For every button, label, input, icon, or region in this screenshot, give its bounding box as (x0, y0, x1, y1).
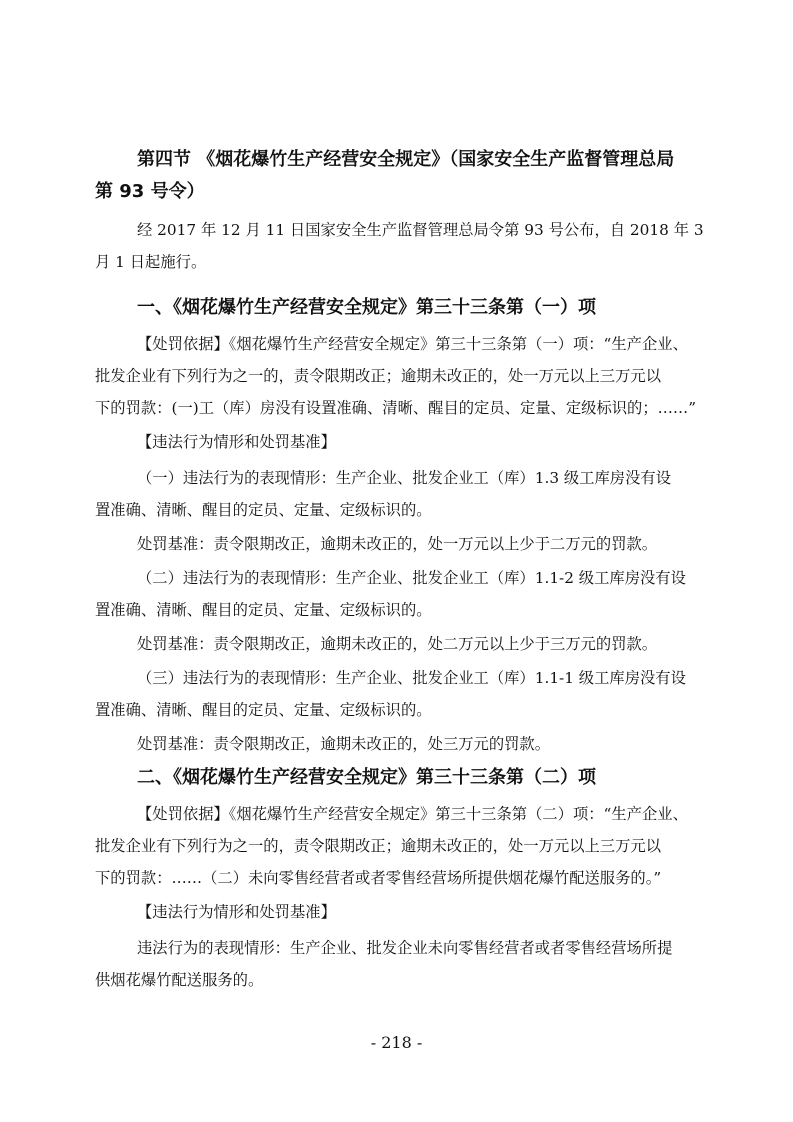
item2-basis-line-3: 下的罚款：……（二）未向零售经营者或者零售经营场所提供烟花爆竹配送服务的。” (95, 869, 662, 887)
item1-case1-line-2: 置准确、清晰、醒目的定员、定量、定级标识的。 (95, 501, 432, 519)
item2-case-line-1: 违法行为的表现情形：生产企业、批发企业未向零售经营者或者零售经营场所提 (137, 939, 673, 957)
page-number: - 218 - (370, 1033, 423, 1052)
item1-case1-penalty: 处罚基准：责令限期改正，逾期未改正的，处一万元以上少于二万元的罚款。 (137, 535, 658, 553)
item1-case1-line-1: （一）违法行为的表现情形：生产企业、批发企业工（库）1.3 级工库房没有设 (137, 469, 671, 487)
item1-case2-penalty: 处罚基准：责令限期改正，逾期未改正的，处二万元以上少于三万元的罚款。 (137, 635, 658, 653)
item1-basis-line-1: 【处罚依据】《烟花爆竹生产经营安全规定》第三十三条第（一）项：“生产企业、 (137, 335, 688, 353)
item1-basis-line-2: 批发企业有下列行为之一的，责令限期改正；逾期未改正的，处一万元以上三万元以 (95, 367, 661, 385)
item1-basis-line-3: 下的罚款：(一)工（库）房没有设置准确、清晰、醒目的定员、定量、定级标识的；……” (95, 399, 697, 417)
item1-heading: 一、《烟花爆竹生产经营安全规定》第三十三条第（一）项 (137, 297, 596, 318)
item2-basis-line-1: 【处罚依据】《烟花爆竹生产经营安全规定》第三十三条第（二）项：“生产企业、 (137, 805, 688, 823)
item1-case3-penalty: 处罚基准：责令限期改正，逾期未改正的，处三万元的罚款。 (137, 735, 551, 753)
item1-case3-line-1: （三）违法行为的表现情形：生产企业、批发企业工（库）1.1-1 级工库房没有设 (137, 669, 686, 687)
item1-criteria-heading: 【违法行为情形和处罚基准】 (137, 433, 336, 451)
intro-line-2: 月 1 日起施行。 (95, 253, 207, 271)
item2-criteria-heading: 【违法行为情形和处罚基准】 (137, 903, 336, 921)
item1-case2-line-1: （二）违法行为的表现情形：生产企业、批发企业工（库）1.1-2 级工库房没有设 (137, 569, 686, 587)
item2-heading: 二、《烟花爆竹生产经营安全规定》第三十三条第（二）项 (137, 767, 596, 788)
item1-case3-line-2: 置准确、清晰、醒目的定员、定量、定级标识的。 (95, 701, 432, 719)
item2-case-line-2: 供烟花爆竹配送服务的。 (95, 971, 264, 989)
section-title-line-1: 第四节 《烟花爆竹生产经营安全规定》（国家安全生产监督管理总局 (137, 149, 675, 170)
section-title-line-2: 第 93 号令） (95, 181, 205, 202)
intro-line-1: 经 2017 年 12 月 11 日国家安全生产监督管理总局令第 93 号公布，自 2018 年 3 (137, 221, 704, 239)
item2-basis-line-2: 批发企业有下列行为之一的，责令限期改正；逾期未改正的，处一万元以上三万元以 (95, 837, 661, 855)
item1-case2-line-2: 置准确、清晰、醒目的定员、定量、定级标识的。 (95, 601, 432, 619)
